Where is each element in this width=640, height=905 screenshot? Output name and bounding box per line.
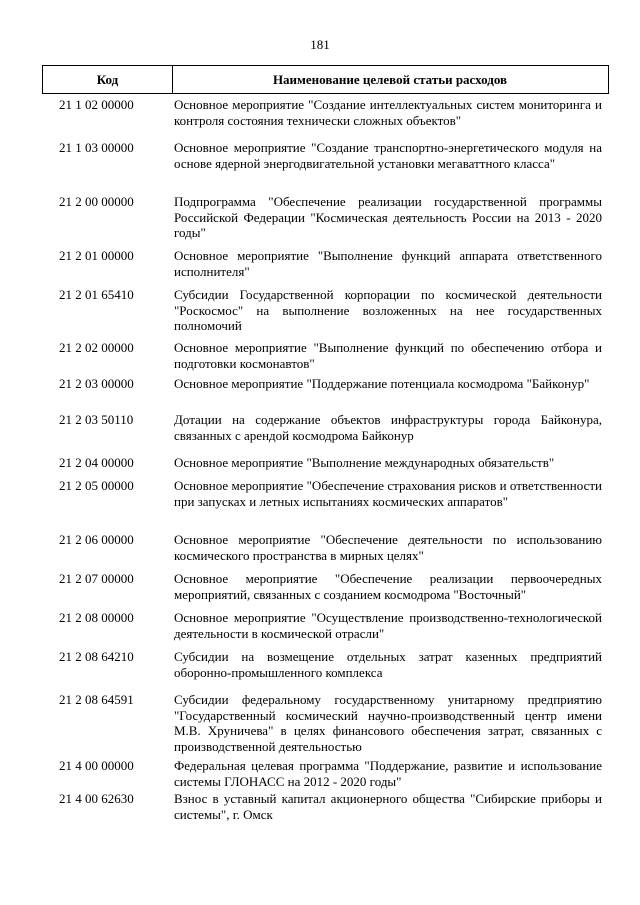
row-code: 21 4 00 00000 — [59, 758, 134, 773]
row-name: Основное мероприятие "Поддержание потенциала космодрома "Байконур" — [174, 376, 590, 391]
row-name: Основное мероприятие "Выполнение функций по обеспечению отбора и подготовки космонавтов" — [174, 340, 602, 371]
row-name: Взнос в уставный капитал акционерного общества "Сибирские приборы и системы", г. Омск — [174, 791, 602, 822]
row-name: Основное мероприятие "Выполнение международных обязательств" — [174, 455, 555, 470]
table-row — [0, 791, 640, 831]
table-header — [42, 65, 609, 94]
table-row — [0, 287, 640, 340]
row-name: Основное мероприятие "Осуществление производственно-технологической деятельности в космической отрасли" — [174, 610, 602, 641]
header-code: Код — [43, 66, 173, 93]
row-name: Основное мероприятие "Создание интеллектуальных систем мониторинга и контроля состояния технически сложных объектов" — [174, 97, 602, 128]
table-row — [0, 340, 640, 376]
table-row — [0, 248, 640, 287]
row-name: Основное мероприятие "Создание транспортно-энергетического модуля на основе ядерной энергодвигательной установки мегаваттного класса" — [174, 140, 602, 171]
row-code: 21 2 08 00000 — [59, 610, 134, 625]
row-name: Субсидии на возмещение отдельных затрат казенных предприятий оборонно-промышленного комплекса — [174, 649, 602, 680]
table-row — [0, 194, 640, 248]
row-code: 21 2 03 50110 — [59, 412, 134, 427]
page-number: 181 — [310, 37, 330, 52]
table-row — [0, 376, 640, 412]
table-row — [0, 97, 640, 140]
row-name: Субсидии Государственной корпорации по космической деятельности "Роскосмос" на выполнение возложенных на нее государственных полномочий — [174, 287, 602, 333]
row-name: Основное мероприятие "Обеспечение страхования рисков и ответственности при запусках и летных испытаниях космических аппаратов" — [174, 478, 602, 509]
row-code: 21 2 02 00000 — [59, 340, 134, 355]
row-name: Субсидии федеральному государственному унитарному предприятию "Государственный космический научно-производственный центр имени М.В. Хруничева" в целях финансового обеспечения затрат, связанных с производственной деятельностью — [174, 692, 602, 754]
row-code: 21 1 03 00000 — [59, 140, 134, 155]
table-row — [0, 610, 640, 649]
row-name: Основное мероприятие "Обеспечение деятельности по использованию космического пространства в мирных целях" — [174, 532, 602, 563]
row-code: 21 2 03 00000 — [59, 376, 134, 391]
table-row — [0, 532, 640, 571]
row-code: 21 1 02 00000 — [59, 97, 134, 112]
table-row — [0, 140, 640, 194]
row-code: 21 2 05 00000 — [59, 478, 134, 493]
row-name: Федеральная целевая программа "Поддержание, развитие и использование системы ГЛОНАСС на 2012 - 2020 годы" — [174, 758, 602, 789]
row-code: 21 2 01 00000 — [59, 248, 134, 263]
row-name: Подпрограмма "Обеспечение реализации государственной программы Российской Федерации "Космическая деятельность России на 2013 - 2020 годы" — [174, 194, 602, 240]
table-row — [0, 649, 640, 692]
header-name: Наименование целевой статьи расходов — [272, 72, 508, 87]
row-code: 21 2 00 00000 — [59, 194, 134, 209]
table-row — [0, 571, 640, 610]
row-name: Дотации на содержание объектов инфраструктуры города Байконура, связанных с арендой космодрома Байконур — [174, 412, 602, 443]
row-name: Основное мероприятие "Выполнение функций аппарата ответственного исполнителя" — [174, 248, 602, 279]
table-row — [0, 455, 640, 478]
row-code: 21 2 06 00000 — [59, 532, 134, 547]
row-code: 21 4 00 62630 — [59, 791, 134, 806]
row-code: 21 2 01 65410 — [59, 287, 134, 302]
row-code: 21 2 04 00000 — [59, 455, 134, 470]
table-row — [0, 692, 640, 758]
row-name: Основное мероприятие "Обеспечение реализации первоочередных мероприятий, связанных с созданием космодрома "Восточный" — [174, 571, 602, 602]
table-row — [0, 412, 640, 455]
row-code: 21 2 08 64591 — [59, 692, 134, 707]
table-row — [0, 758, 640, 791]
row-code: 21 2 08 64210 — [59, 649, 134, 664]
table-body — [0, 97, 640, 831]
row-code: 21 2 07 00000 — [59, 571, 134, 586]
table-row — [0, 478, 640, 532]
